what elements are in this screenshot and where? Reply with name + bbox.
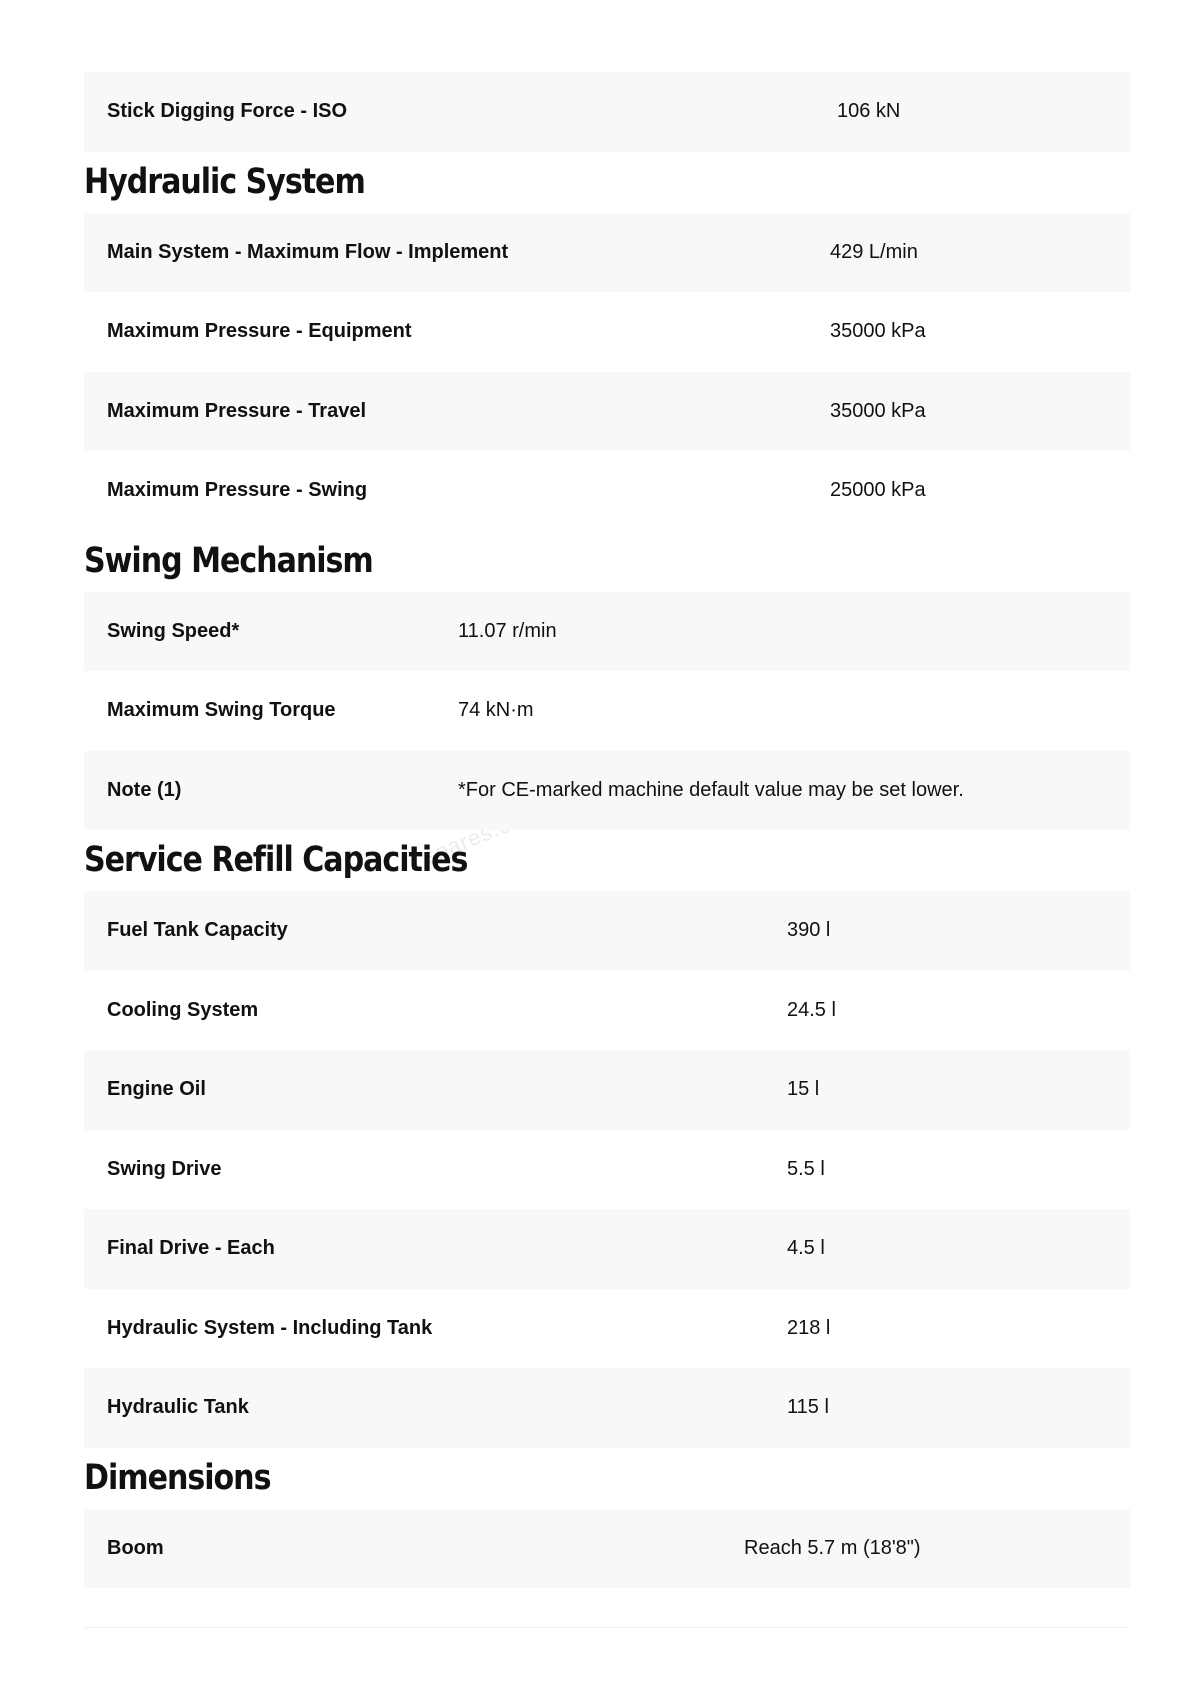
table-row [84,891,1130,971]
spec-value: 35000 kPa [830,399,926,422]
spec-value: 4.5 l [787,1237,825,1260]
table-row [84,292,1130,372]
bottom-divider [84,1627,1130,1628]
table-row [84,592,1130,672]
spec-label: Boom [107,1536,164,1559]
spec-label: Cooling System [107,998,259,1021]
spec-label: Maximum Pressure - Equipment [107,320,412,343]
spec-value: 218 l [787,1316,831,1339]
spec-value: 5.5 l [787,1157,825,1180]
spec-value: Reach 5.7 m (18'8") [744,1536,921,1559]
spec-label: Maximum Swing Torque [107,699,336,722]
spec-value: 25000 kPa [830,479,926,502]
table-row [84,1050,1130,1130]
spec-value: 115 l [787,1396,829,1419]
spec-value: 15 l [787,1078,820,1101]
spec-label: Engine Oil [107,1078,206,1101]
section-title-service-refill-capacities: Service Refill Capacities [84,840,468,880]
spec-value: 390 l [787,919,831,942]
service-refill-table [84,891,1130,1448]
spec-label: Final Drive - Each [107,1237,275,1260]
table-row [84,1130,1130,1210]
table-row [84,971,1130,1051]
digging-force-table [84,72,1130,152]
hydraulic-system-table [84,213,1130,531]
spec-sheet [84,72,1130,1588]
table-row [84,213,1130,293]
spec-value: 11.07 r/min [458,619,557,642]
spec-value: *For CE-marked machine default value may be set lower. [458,778,964,801]
spec-label: Hydraulic Tank [107,1396,249,1419]
table-row [84,671,1130,751]
table-row [84,751,1130,831]
spec-label: Maximum Pressure - Travel [107,399,367,422]
section-title-dimensions: Dimensions [84,1457,271,1498]
spec-value: 35000 kPa [830,320,926,343]
spec-value: 24.5 l [787,998,836,1021]
section-title-hydraulic-system: Hydraulic System [84,161,365,202]
spec-value: 106 kN [837,100,901,123]
table-row [84,451,1130,531]
spec-label: Fuel Tank Capacity [107,919,288,942]
spec-label: Hydraulic System - Including Tank [107,1316,433,1339]
spec-value: 74 kN·m [458,699,534,722]
spec-label: Note (1) [107,778,182,801]
section-title-swing-mechanism: Swing Mechanism [84,540,373,581]
spec-label: Main System - Maximum Flow - Implement [107,240,509,263]
spec-label: Swing Speed* [107,619,240,642]
watermark: spares.com [420,799,545,870]
table-row [84,1368,1130,1448]
table-row [84,372,1130,452]
spec-value: 429 L/min [830,240,918,263]
table-row [84,1509,1130,1589]
spec-label: Maximum Pressure - Swing [107,479,368,502]
spec-label: Swing Drive [107,1157,222,1180]
dimensions-table [84,1509,1130,1589]
table-row [84,1289,1130,1369]
spec-label: Stick Digging Force - ISO [107,100,348,123]
table-row [84,72,1130,152]
table-row [84,1209,1130,1289]
swing-mechanism-table [84,592,1130,831]
